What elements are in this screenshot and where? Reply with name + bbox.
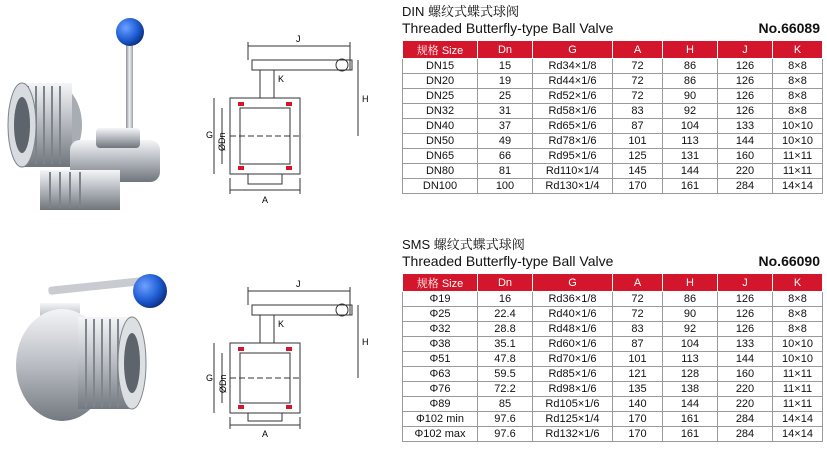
table-cell: 101 — [613, 134, 663, 149]
din-header-cell: 规格 Size — [403, 41, 478, 59]
table-cell: 133 — [718, 119, 773, 134]
table-cell: 86 — [663, 292, 718, 307]
sms-spec-table — [402, 273, 823, 442]
table-cell: 161 — [663, 412, 718, 427]
sms-header-cell: J — [718, 274, 773, 292]
table-cell: 144 — [663, 397, 718, 412]
table-cell: 47.8 — [478, 352, 533, 367]
sms-header-cell: A — [613, 274, 663, 292]
table-cell: 83 — [613, 104, 663, 119]
table-cell: 161 — [663, 179, 718, 194]
table-cell: 160 — [718, 367, 773, 382]
table-cell: DN65 — [403, 149, 478, 164]
table-row — [403, 292, 823, 307]
table-cell: 10×10 — [773, 119, 823, 134]
table-cell: 72 — [613, 89, 663, 104]
table-cell: 81 — [478, 164, 533, 179]
sms-header-cell: 规格 Size — [403, 274, 478, 292]
table-row — [403, 89, 823, 104]
din-header-cell: A — [613, 41, 663, 59]
table-cell: Rd60×1/6 — [533, 337, 613, 352]
table-cell: DN100 — [403, 179, 478, 194]
table-cell: 11×11 — [773, 382, 823, 397]
table-row — [403, 352, 823, 367]
table-cell: 66 — [478, 149, 533, 164]
table-cell: 72 — [613, 74, 663, 89]
table-row — [403, 307, 823, 322]
table-cell: DN40 — [403, 119, 478, 134]
table-cell: 86 — [663, 59, 718, 74]
table-cell: 97.6 — [478, 412, 533, 427]
table-cell: 144 — [718, 134, 773, 149]
table-cell: 10×10 — [773, 337, 823, 352]
table-cell: Rd52×1/6 — [533, 89, 613, 104]
din-heading — [402, 4, 822, 38]
table-row — [403, 322, 823, 337]
table-row — [403, 164, 823, 179]
table-cell: Rd125×1/4 — [533, 412, 613, 427]
sms-title-en: Threaded Butterfly-type Ball Valve — [402, 253, 614, 269]
table-cell: 126 — [718, 322, 773, 337]
sms-header-cell: Dn — [478, 274, 533, 292]
table-cell: Φ76 — [403, 382, 478, 397]
table-row — [403, 367, 823, 382]
table-cell: Φ89 — [403, 397, 478, 412]
table-cell: 72 — [613, 292, 663, 307]
table-cell: 14×14 — [773, 412, 823, 427]
table-cell: 113 — [663, 352, 718, 367]
table-cell: Φ38 — [403, 337, 478, 352]
table-cell: 8×8 — [773, 74, 823, 89]
sms-dim-a: A — [262, 429, 269, 439]
table-cell: Rd95×1/6 — [533, 149, 613, 164]
table-cell: 133 — [718, 337, 773, 352]
table-cell: 11×11 — [773, 397, 823, 412]
table-cell: 10×10 — [773, 134, 823, 149]
table-cell: Φ32 — [403, 322, 478, 337]
table-cell: 125 — [613, 149, 663, 164]
table-row — [403, 74, 823, 89]
table-cell: 83 — [613, 322, 663, 337]
din-dim-h: H — [362, 94, 369, 104]
table-row — [403, 412, 823, 427]
table-cell: 284 — [718, 427, 773, 442]
table-cell: Rd65×1/6 — [533, 119, 613, 134]
table-cell: 8×8 — [773, 59, 823, 74]
table-cell: 284 — [718, 179, 773, 194]
sms-table-header-row — [403, 274, 823, 292]
sms-dim-g: G — [206, 373, 214, 383]
table-cell: Rd85×1/6 — [533, 367, 613, 382]
table-cell: 49 — [478, 134, 533, 149]
sms-model-number: No.66090 — [758, 253, 820, 269]
din-header-cell: H — [663, 41, 718, 59]
table-cell: 92 — [663, 104, 718, 119]
table-cell: 284 — [718, 412, 773, 427]
table-cell: 87 — [613, 119, 663, 134]
table-row — [403, 179, 823, 194]
table-cell: 126 — [718, 292, 773, 307]
table-row — [403, 337, 823, 352]
table-cell: Rd110×1/4 — [533, 164, 613, 179]
table-row — [403, 119, 823, 134]
table-cell: Rd78×1/6 — [533, 134, 613, 149]
table-row — [403, 149, 823, 164]
table-cell: 11×11 — [773, 164, 823, 179]
table-cell: DN80 — [403, 164, 478, 179]
table-cell: Rd105×1/6 — [533, 397, 613, 412]
table-cell: Rd130×1/4 — [533, 179, 613, 194]
sms-dimension-drawing — [200, 225, 398, 450]
table-cell: 126 — [718, 59, 773, 74]
table-cell: 8×8 — [773, 322, 823, 337]
sms-header-cell: G — [533, 274, 613, 292]
table-cell: 72.2 — [478, 382, 533, 397]
table-cell: 37 — [478, 119, 533, 134]
sms-title-cn: SMS 螺纹式蝶式球阀 — [402, 237, 525, 252]
table-cell: 101 — [613, 352, 663, 367]
table-cell: 19 — [478, 74, 533, 89]
table-cell: Φ102 min — [403, 412, 478, 427]
din-header-cell: K — [773, 41, 823, 59]
table-cell: 8×8 — [773, 307, 823, 322]
sms-dim-j: J — [296, 279, 301, 289]
table-cell: 35.1 — [478, 337, 533, 352]
table-row — [403, 104, 823, 119]
table-cell: 220 — [718, 164, 773, 179]
table-cell: 25 — [478, 89, 533, 104]
sms-dim-k: K — [278, 319, 285, 329]
table-cell: Rd34×1/8 — [533, 59, 613, 74]
table-cell: Φ25 — [403, 307, 478, 322]
din-spec-table — [402, 40, 823, 194]
table-cell: 220 — [718, 382, 773, 397]
table-cell: 72 — [613, 307, 663, 322]
table-row — [403, 59, 823, 74]
sms-heading — [402, 237, 822, 271]
sms-dim-h: H — [362, 337, 369, 347]
table-row — [403, 397, 823, 412]
table-cell: 11×11 — [773, 367, 823, 382]
din-dim-j: J — [296, 34, 301, 44]
table-cell: 126 — [718, 74, 773, 89]
table-cell: Rd44×1/6 — [533, 74, 613, 89]
table-cell: Φ51 — [403, 352, 478, 367]
table-cell: 28.8 — [478, 322, 533, 337]
din-table-header-row — [403, 41, 823, 59]
table-cell: 31 — [478, 104, 533, 119]
table-cell: 10×10 — [773, 352, 823, 367]
table-cell: DN50 — [403, 134, 478, 149]
table-cell: Φ63 — [403, 367, 478, 382]
table-cell: 90 — [663, 89, 718, 104]
table-cell: Rd70×1/6 — [533, 352, 613, 367]
table-cell: 144 — [718, 352, 773, 367]
din-dim-k: K — [278, 74, 285, 84]
table-row — [403, 427, 823, 442]
table-cell: 126 — [718, 89, 773, 104]
table-cell: 97.6 — [478, 427, 533, 442]
table-cell: 104 — [663, 119, 718, 134]
table-cell: 140 — [613, 397, 663, 412]
table-cell: DN32 — [403, 104, 478, 119]
table-cell: 161 — [663, 427, 718, 442]
table-cell: Rd36×1/8 — [533, 292, 613, 307]
table-cell: 128 — [663, 367, 718, 382]
table-cell: 160 — [718, 149, 773, 164]
din-dimension-drawing — [200, 0, 398, 225]
din-model-number: No.66089 — [758, 20, 820, 36]
table-cell: Φ19 — [403, 292, 478, 307]
din-header-cell: Dn — [478, 41, 533, 59]
table-cell: 15 — [478, 59, 533, 74]
table-cell: 8×8 — [773, 292, 823, 307]
table-cell: 126 — [718, 307, 773, 322]
din-dim-g: G — [206, 130, 214, 140]
table-cell: 85 — [478, 397, 533, 412]
table-cell: 8×8 — [773, 104, 823, 119]
table-cell: 144 — [663, 164, 718, 179]
din-valve-photo — [0, 0, 200, 225]
din-dim-a: A — [262, 195, 269, 205]
table-cell: 170 — [613, 179, 663, 194]
table-cell: DN20 — [403, 74, 478, 89]
table-cell: 126 — [718, 104, 773, 119]
table-cell: Rd48×1/6 — [533, 322, 613, 337]
table-cell: Rd58×1/6 — [533, 104, 613, 119]
sms-section — [0, 225, 827, 450]
table-cell: 92 — [663, 322, 718, 337]
table-cell: DN15 — [403, 59, 478, 74]
table-cell: 86 — [663, 74, 718, 89]
table-cell: Rd98×1/6 — [533, 382, 613, 397]
table-cell: 14×14 — [773, 179, 823, 194]
table-cell: 8×8 — [773, 89, 823, 104]
table-cell: 138 — [663, 382, 718, 397]
table-cell: DN25 — [403, 89, 478, 104]
sms-header-cell: K — [773, 274, 823, 292]
din-header-cell: G — [533, 41, 613, 59]
sms-header-cell: H — [663, 274, 718, 292]
din-title-en: Threaded Butterfly-type Ball Valve — [402, 20, 614, 36]
table-cell: 220 — [718, 397, 773, 412]
table-cell: 170 — [613, 412, 663, 427]
sms-dim-dn: ØDn — [218, 374, 228, 393]
din-dim-dn: ØDn — [217, 132, 227, 151]
table-cell: 90 — [663, 307, 718, 322]
table-cell: 121 — [613, 367, 663, 382]
table-cell: 170 — [613, 427, 663, 442]
table-cell: 104 — [663, 337, 718, 352]
din-title-cn: DIN 螺纹式蝶式球阀 — [402, 4, 520, 19]
table-cell: 72 — [613, 59, 663, 74]
table-row — [403, 134, 823, 149]
table-row — [403, 382, 823, 397]
table-cell: 14×14 — [773, 427, 823, 442]
table-cell: 11×11 — [773, 149, 823, 164]
table-cell: 87 — [613, 337, 663, 352]
table-cell: Rd132×1/6 — [533, 427, 613, 442]
table-cell: Φ102 max — [403, 427, 478, 442]
sms-valve-photo — [0, 225, 200, 450]
table-cell: 100 — [478, 179, 533, 194]
table-cell: 59.5 — [478, 367, 533, 382]
table-cell: 131 — [663, 149, 718, 164]
table-cell: 16 — [478, 292, 533, 307]
din-header-cell: J — [718, 41, 773, 59]
table-cell: Rd40×1/6 — [533, 307, 613, 322]
table-cell: 22.4 — [478, 307, 533, 322]
table-cell: 135 — [613, 382, 663, 397]
table-cell: 113 — [663, 134, 718, 149]
table-cell: 145 — [613, 164, 663, 179]
